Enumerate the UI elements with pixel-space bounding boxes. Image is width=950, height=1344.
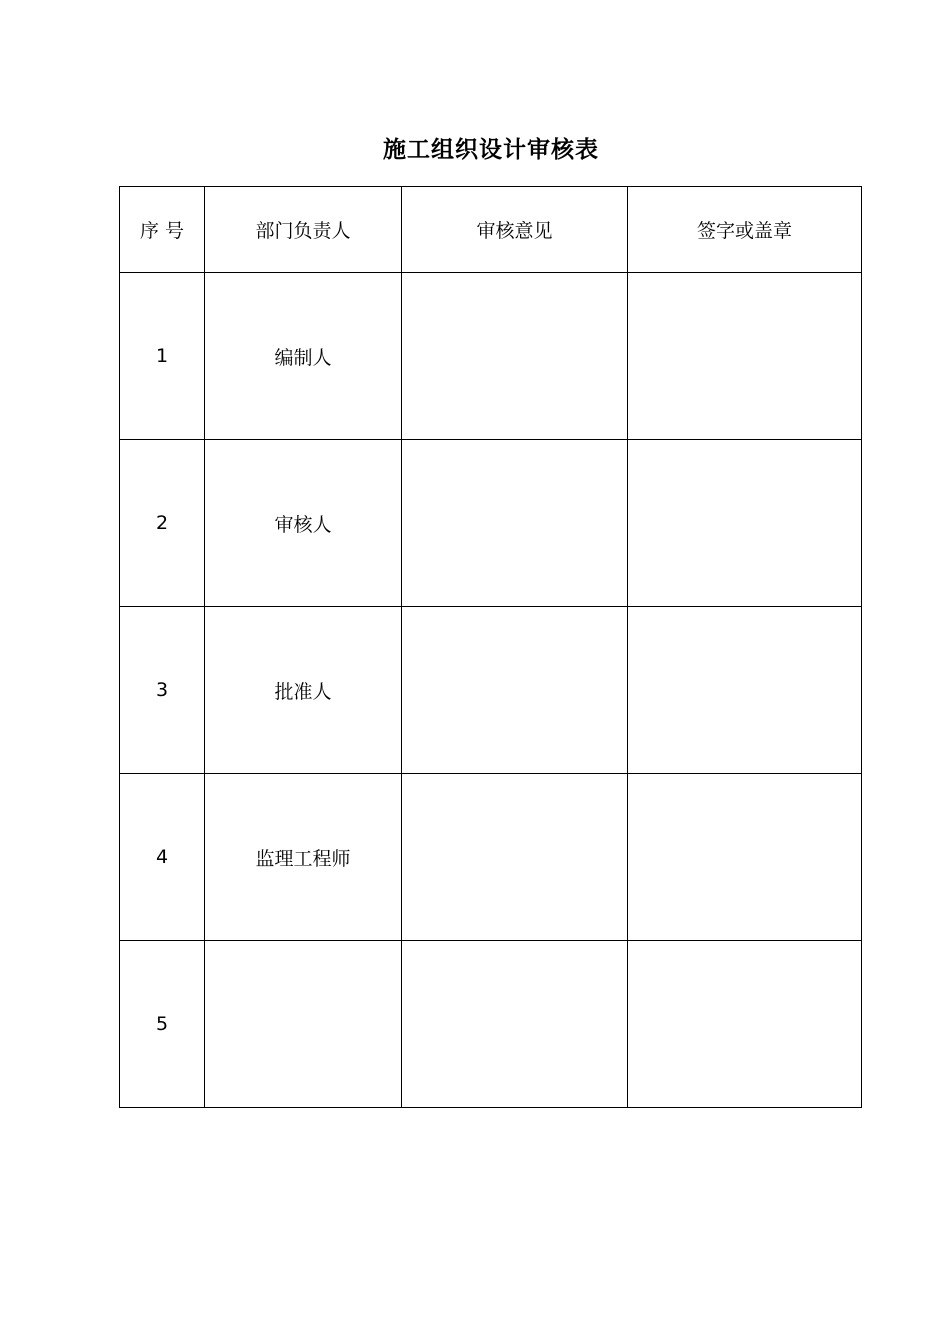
row-opinion-cell[interactable] [402,607,628,774]
table-row [120,440,862,607]
row-opinion-cell[interactable] [402,774,628,941]
row-signature-cell[interactable] [628,440,862,607]
header-index: 序 号 [120,187,205,273]
row-signature-cell[interactable] [628,774,862,941]
row-signature-cell[interactable] [628,273,862,440]
row-opinion-cell[interactable] [402,941,628,1108]
row-role: 批准人 [205,607,402,774]
table-header-row [120,187,862,273]
header-signature: 签字或盖章 [628,187,862,273]
header-review-opinion: 审核意见 [402,187,628,273]
row-opinion-cell[interactable] [402,273,628,440]
row-role [205,941,402,1108]
header-department-head: 部门负责人 [205,187,402,273]
row-index: 3 [120,607,205,774]
row-role: 编制人 [205,273,402,440]
table-row [120,941,862,1108]
row-index: 5 [120,941,205,1108]
row-index: 2 [120,440,205,607]
row-opinion-cell[interactable] [402,440,628,607]
row-index: 1 [120,273,205,440]
row-role: 监理工程师 [205,774,402,941]
page-title: 施工组织设计审核表 [383,137,599,163]
row-signature-cell[interactable] [628,607,862,774]
table-row [120,607,862,774]
review-table [119,186,862,1108]
row-role: 审核人 [205,440,402,607]
table-row [120,774,862,941]
row-signature-cell[interactable] [628,941,862,1108]
table-row [120,273,862,440]
row-index: 4 [120,774,205,941]
